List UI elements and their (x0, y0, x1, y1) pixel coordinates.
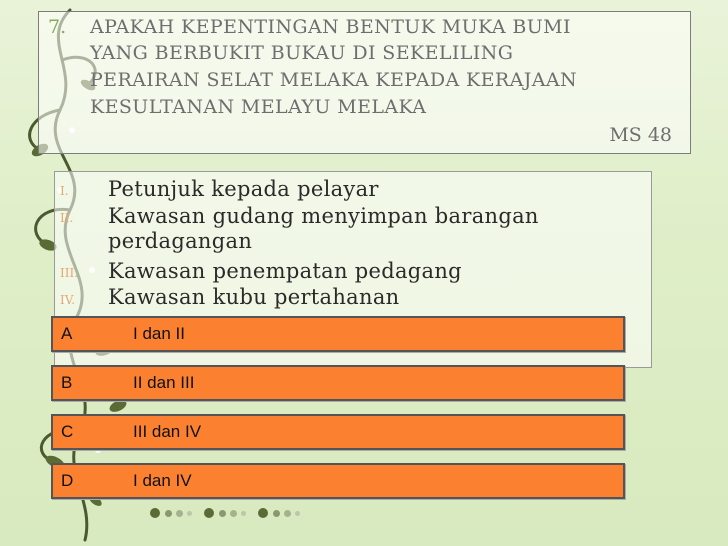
answer-text: III dan IV (133, 422, 202, 441)
dot-icon (150, 508, 160, 518)
answer-letter: D (61, 471, 74, 490)
answer-letter: B (61, 373, 73, 392)
dot-icon (258, 508, 268, 518)
dot-icon (187, 511, 192, 516)
answer-option-c[interactable] (51, 414, 625, 450)
question-text-line: YANG BERBUKIT BUKAU DI SEKELILING (90, 42, 514, 64)
answer-letter: A (61, 324, 73, 343)
statement-text-continued: perdagangan (108, 229, 253, 253)
answer-option-b[interactable] (51, 365, 625, 401)
dot-icon (219, 510, 226, 517)
question-text-line: KESULTANAN MELAYU MELAKA (90, 96, 427, 118)
answer-option-a[interactable] (51, 316, 625, 352)
dot-icon (273, 510, 280, 517)
answer-text: I dan II (133, 324, 185, 343)
dot-icon (230, 510, 237, 517)
question-reference: MS 48 (609, 124, 672, 146)
dot-icon (165, 510, 172, 517)
question-text-line: APAKAH KEPENTINGAN BENTUK MUKA BUMI (90, 16, 571, 38)
statement-text: Kawasan gudang menyimpan barangan (108, 204, 539, 228)
dot-icon (176, 510, 183, 517)
dot-icon (241, 511, 246, 516)
statement-numeral: I. (60, 184, 69, 198)
statement-numeral: III. (60, 266, 79, 280)
answer-text: I dan IV (133, 471, 192, 490)
answer-letter: C (61, 422, 74, 441)
dot-icon (284, 510, 291, 517)
answer-text: II dan III (133, 373, 195, 392)
answer-option-d[interactable] (51, 463, 625, 499)
dot-icon (295, 511, 300, 516)
statement-text: Kawasan kubu pertahanan (108, 285, 400, 309)
statement-numeral: IV. (60, 293, 76, 307)
statement-text: Kawasan penempatan pedagang (108, 259, 462, 283)
dot-icon (204, 508, 214, 518)
question-text-line: PERAIRAN SELAT MELAKA KEPADA KERAJAAN (90, 69, 578, 91)
statement-text: Petunjuk kepada pelayar (108, 177, 379, 201)
question-number: 7. (48, 16, 67, 38)
statement-numeral: II. (60, 211, 74, 225)
